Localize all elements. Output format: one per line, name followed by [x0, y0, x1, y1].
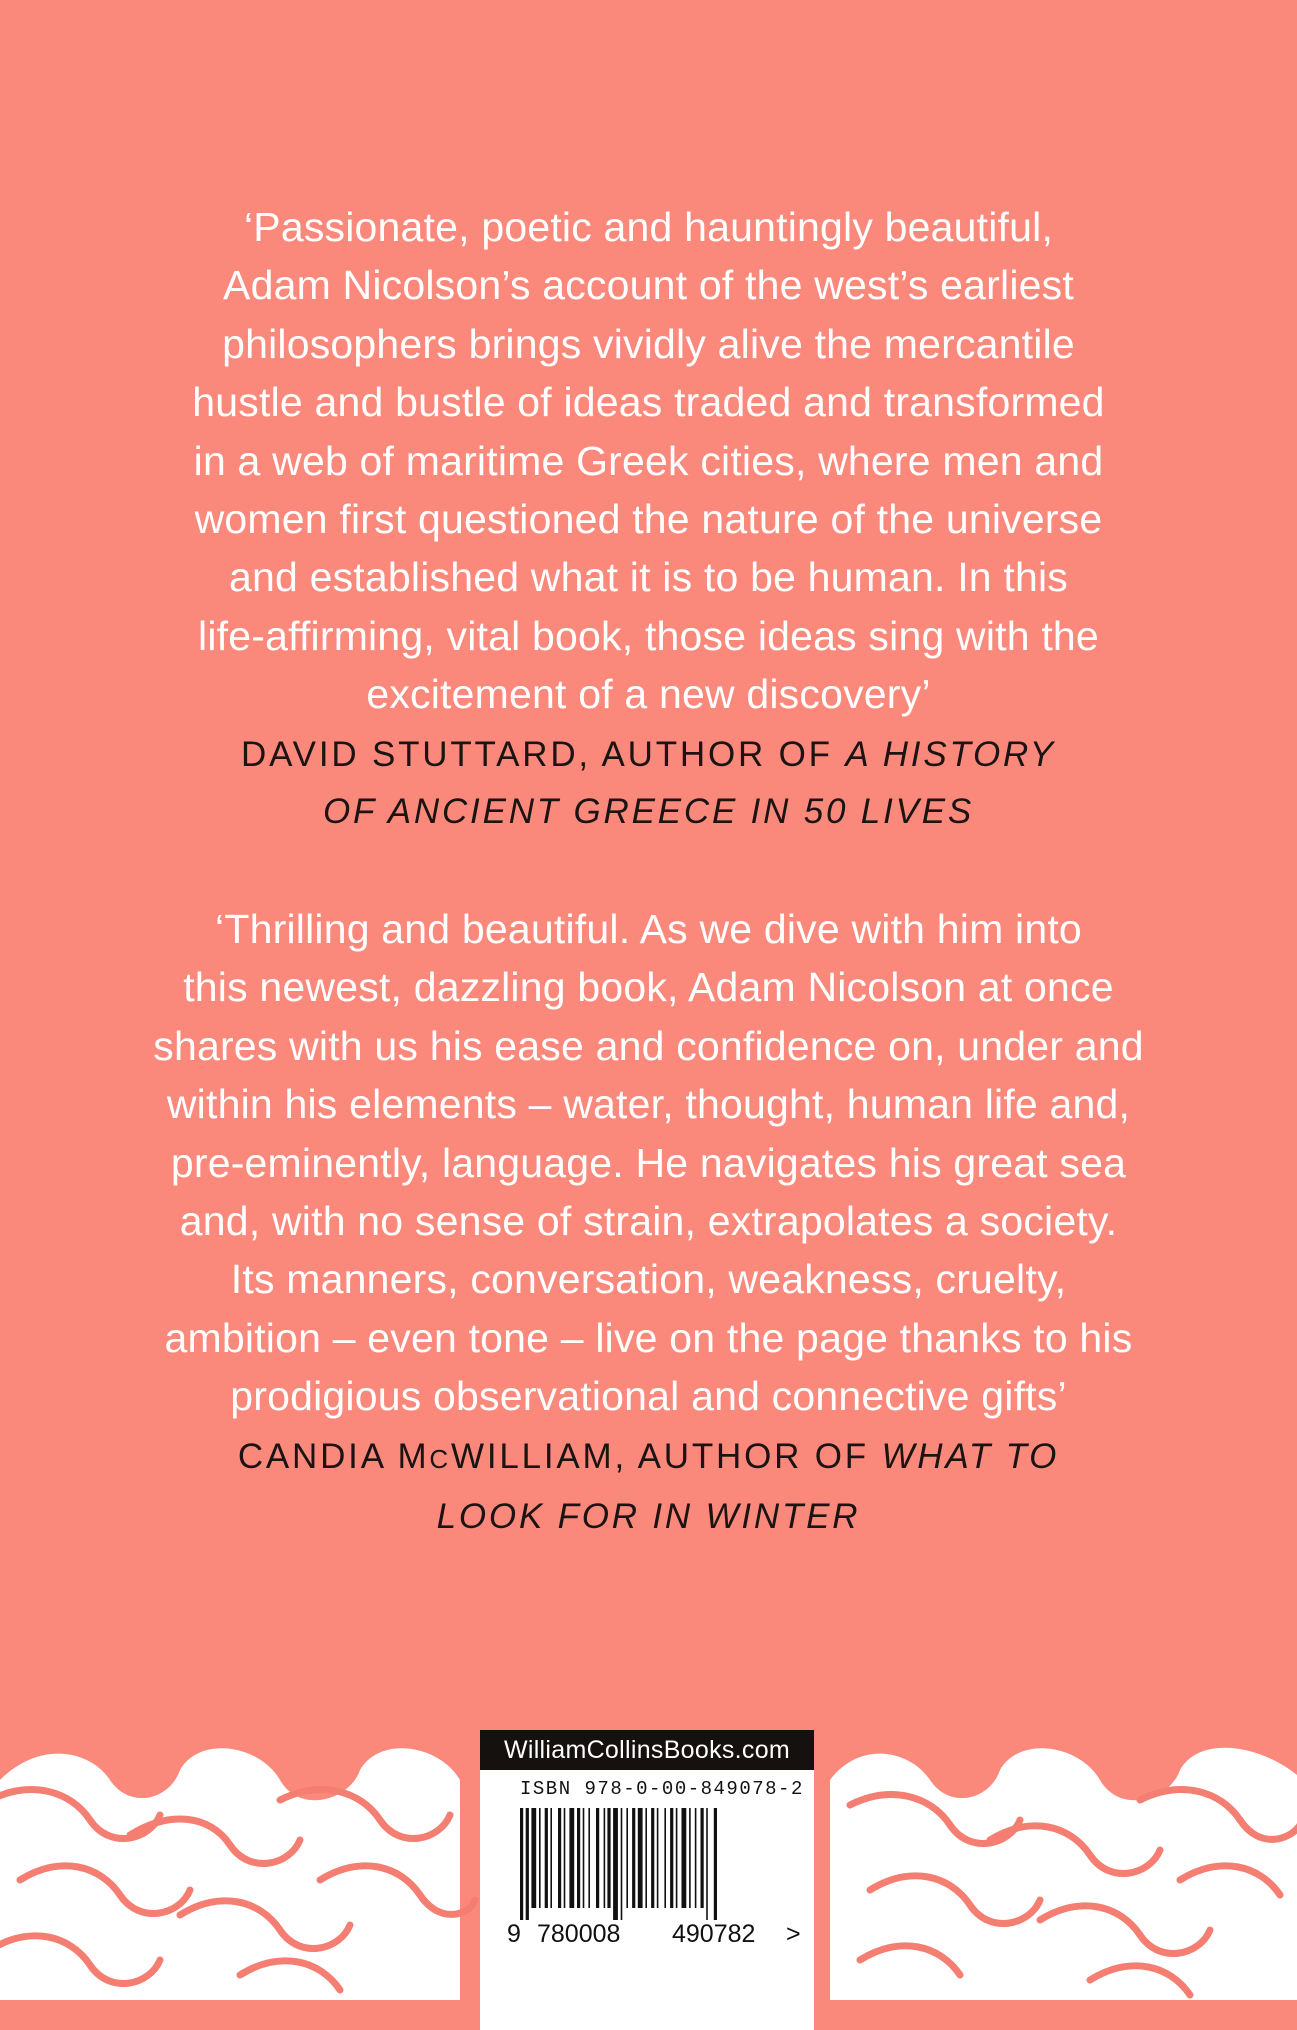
attribution-author: DAVID STUTTARD, AUTHOR OF: [241, 734, 846, 774]
quote-line: hustle and bustle of ideas traded and transformed: [192, 379, 1105, 426]
barcode-bar: [701, 1808, 704, 1908]
attribution-line: [90, 1488, 1207, 1545]
barcode-bar: [657, 1808, 659, 1908]
attribution-author: CANDIA M: [237, 1436, 430, 1476]
quote-line: ‘Thrilling and beautiful. As we dive with him into: [215, 906, 1082, 952]
barcode-bar: [569, 1808, 574, 1908]
barcode-bar: [682, 1808, 687, 1908]
barcode-bar: [689, 1808, 691, 1908]
barcode-bars: [500, 1808, 780, 1926]
barcode-bar: [632, 1808, 635, 1908]
quote-line: and, with no sense of strain, extrapolates a society.: [179, 1198, 1118, 1245]
quote-line: life-affirming, vital book, those ideas sing with the: [198, 612, 1099, 659]
barcode-bar: [539, 1808, 541, 1908]
review-quote-2: [90, 900, 1207, 1545]
barcode-bar: [645, 1808, 647, 1908]
quote-attribution-2: [90, 1428, 1207, 1545]
barcode-bar: [626, 1808, 628, 1908]
attribution-author-smallcap: C: [429, 1443, 451, 1474]
barcode-bar: [670, 1808, 673, 1908]
attribution-book-title: LOOK FOR IN WINTER: [436, 1496, 861, 1536]
barcode-bar: [664, 1808, 666, 1908]
attribution-author: WILLIAM, AUTHOR OF: [450, 1436, 882, 1476]
quote-line: Its manners, conversation, weakness, cruelty,: [230, 1256, 1067, 1303]
attribution-book-title: A HISTORY: [845, 734, 1056, 774]
quote-line: shares with us his ease and confidence on, under and: [153, 1022, 1144, 1069]
barcode-quiet-zone-marker: >: [786, 1920, 801, 1948]
attribution-line: [90, 783, 1207, 840]
quote-line: Adam Nicolson’s account of the west’s earliest: [223, 262, 1074, 309]
barcode-bar: [607, 1808, 610, 1908]
quote-line: and established what it is to be human. In this: [228, 554, 1068, 601]
barcode-digit-lead: 9: [507, 1920, 521, 1948]
quote-line: philosophers brings vividly alive the mercantile: [222, 320, 1075, 367]
quote-line: pre-eminently, language. He navigates his great sea: [170, 1139, 1127, 1186]
barcode-bar: [550, 1808, 552, 1908]
barcode-bar: [638, 1808, 643, 1908]
barcode-bar: [583, 1808, 585, 1908]
barcode-bar: [676, 1808, 678, 1908]
barcode-bar: [558, 1808, 561, 1908]
publisher-website: WilliamCollinsBooks.com: [480, 1730, 814, 1770]
barcode-bar: [596, 1808, 599, 1908]
quote-line: women first questioned the nature of the universe: [194, 496, 1103, 543]
quote-line: prodigious observational and connective gifts’: [230, 1373, 1067, 1420]
barcode-bar: [577, 1808, 580, 1908]
quote-line: in a web of maritime Greek cities, where men and: [193, 437, 1104, 484]
attribution-line: [90, 1428, 1207, 1488]
barcode-bar: [695, 1808, 697, 1908]
barcode-bar: [621, 1808, 623, 1920]
barcode-digits-group2: 490782: [672, 1920, 756, 1948]
attribution-book-title: WHAT TO: [881, 1436, 1060, 1476]
quote-line: excitement of a new discovery’: [366, 671, 931, 718]
barcode-bar: [564, 1808, 566, 1908]
quote-attribution-1: [90, 726, 1207, 840]
barcode-bar: [651, 1808, 654, 1908]
barcode-bar: [604, 1808, 606, 1908]
barcode-bar: [531, 1808, 536, 1908]
barcode-bar: [714, 1808, 717, 1920]
barcode-bar: [613, 1808, 618, 1920]
barcode-digits-group1: 780008: [537, 1920, 621, 1948]
barcode-bar: [706, 1808, 708, 1920]
barcode-bar: [588, 1808, 590, 1908]
quote-line: ‘Passionate, poetic and hauntingly beautiful,: [243, 204, 1054, 250]
review-quote-1: [90, 198, 1207, 840]
barcode-bar: [545, 1808, 548, 1908]
attribution-line: [90, 726, 1207, 783]
isbn-label: ISBN 978-0-00-849078-2: [520, 1778, 804, 1800]
quote-line: ambition – even tone – live on the page thanks to his: [164, 1314, 1133, 1361]
quote-line: within his elements – water, thought, human life and,: [166, 1081, 1131, 1128]
barcode-bar: [526, 1808, 529, 1920]
quote-line: this newest, dazzling book, Adam Nicolson at once: [183, 964, 1114, 1011]
attribution-book-title: OF ANCIENT GREECE IN 50 LIVES: [322, 791, 975, 831]
barcode-bar: [520, 1808, 523, 1920]
